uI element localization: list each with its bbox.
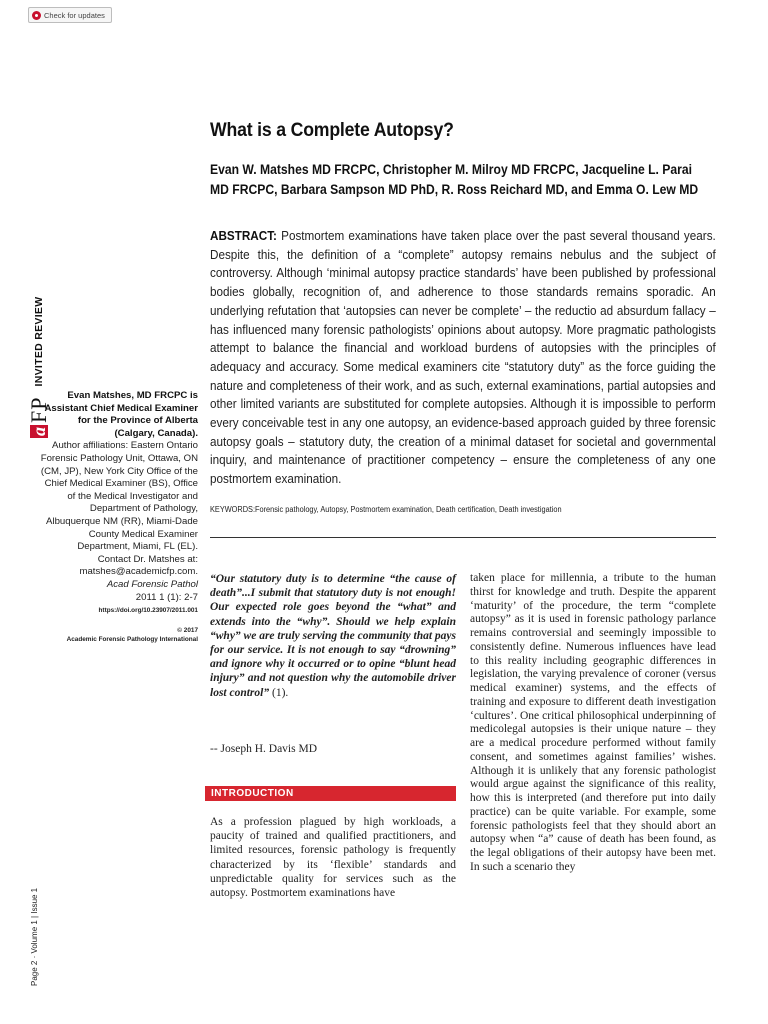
- author-contact: Contact Dr. Matshes at: matshes@academicfp.com.: [79, 553, 198, 578]
- abstract: [210, 227, 716, 489]
- epigraph-attribution: -- Joseph H. Davis MD: [210, 743, 318, 755]
- abstract-label: ABSTRACT:: [210, 228, 277, 243]
- article-title: What is a Complete Autopsy?: [210, 120, 454, 141]
- journal-name: Acad Forensic Pathol: [106, 578, 198, 590]
- abstract-text: Postmortem examinations have taken place over the past several thousand years. Despite this, the definition of a “complete” autopsy remains nebulus and the subject of controversy. Although ‘minimal autopsy practice standards’ have been published by professional bodies globally, recognition of, and adherence to those standards remains sporadic. An underlying refutation that ‘autopsies can never be complete’ – the reductio ad absurdum fallacy – has influenced many forensic pathologists’ opinions about autopsy. More pragmatic pathologists attempt to balance the financial and workload burdens of autopsies with the principles of adequacy and accuracy. Some medical examiners cite “statutory duty” as the force guiding the nature and completeness of their work, and as such, external examinations, partial autopsies and other limited variants are substituted for complete autopsies. Although it is impossible to perform every conceivable test in any one autopsy, an evidence-based approach guided by three forensic autopsy goals – statutory duty, the creation of a minimal dataset for societal and governmental inquiry, and maintenance of practitioner competency – ensure the completeness of any one postmortem examination.: [210, 228, 716, 487]
- author-affiliations: Author affiliations: Eastern Ontario Forensic Pathology Unit, Ottawa, ON (CM, JP), New York City Office of the Chief Medical Examiner (BS), Office of the Medical Investigator and Department of Pathology, Albuquerque NM (RR), Miami-Dade County Medical Examiner Department, Miami, FL (EL).: [40, 440, 198, 553]
- author-bio: Evan Matshes, MD FRCPC is Assistant Chief Medical Examiner for the Province of Alberta (Calgary, Canada).: [44, 390, 198, 439]
- section-divider: [210, 537, 716, 538]
- check-for-updates-button[interactable]: [28, 7, 112, 23]
- publisher: Academic Forensic Pathology International: [66, 635, 198, 643]
- journal-citation: 2011 1 (1): 2-7: [135, 591, 198, 603]
- section-label: INVITED REVIEW: [33, 296, 45, 387]
- keywords-label: KEYWORDS:: [210, 505, 255, 514]
- journal-logo-text: FP: [26, 396, 51, 423]
- crossmark-icon: [32, 11, 41, 20]
- doi-link[interactable]: https://doi.org/10.23907/2011.001: [98, 607, 198, 615]
- epigraph-quote: [210, 572, 456, 700]
- keywords: [210, 505, 725, 514]
- introduction-paragraph: As a profession plagued by high workloads, a paucity of trained and qualified practitioners, and limited resources, forensic pathology is frequently characterized by its ‘flexible’ standards and unpredictable quality for services such as the autopsy. Postmortem examinations have: [210, 816, 456, 900]
- introduction-heading: INTRODUCTION: [205, 786, 456, 801]
- page-footer: Page 2 · Volume 1 | Issue 1: [30, 887, 39, 986]
- body-column-right: taken place for millennia, a tribute to the human thirst for knowledge and truth. Despite the apparent ‘maturity’ of the procedure, the term “complete autopsy” as it is used in forensic pathology parlance remains controversial and seemingly impossible to consistently define. Numerous influences have lead to this reality including geographic differences in legislation, the varying prevalence of coroner (versus medical examiner) systems, and the effects of training and exposure to different death investigation ‘cultures’. One critical philosophical underpinning of medicolegal autopsies is their unique nature – they are a medical procedure performed without family consent, and sometimes against families’ wishes. Although it is unlikely that any forensic pathologist would argue against the significance of this reality, how this is interpreted (and therefore put into daily practice) can be quite variable. For example, some forensic pathologists feel that they should abort an autopsy when “a” cause of death has been found, as the legal obligations of their autopsy have been met. In such a scenario they: [470, 572, 716, 873]
- journal-logo-mark: a: [29, 427, 49, 436]
- article-authors: Evan W. Matshes MD FRCPC, Christopher M. Milroy MD FRCPC, Jacqueline L. Parai MD FRCPC, Barbara Sampson MD PhD, R. Ross Reichard MD, and Emma O. Lew MD: [210, 162, 699, 197]
- copyright: © 2017: [177, 626, 198, 634]
- keywords-text: Forensic pathology, Autopsy, Postmortem examination, Death certification, Death investigation: [254, 505, 562, 514]
- author-sidebar: [38, 390, 198, 644]
- epigraph-text: “Our statutory duty is to determine “the cause of death”...I submit that statutory duty is not enough! Our expected role goes beyond the “what” and extends into the “why”. Should we help explain “why” we are truly serving the community that pays for our service. It is not enough to say “drowning” and ignore why it occurred or to opine “blunt head injury” and not question why the automobile driver lost control”: [210, 573, 456, 699]
- epigraph-ref: (1).: [269, 686, 289, 699]
- check-for-updates-label: Check for updates: [44, 10, 105, 20]
